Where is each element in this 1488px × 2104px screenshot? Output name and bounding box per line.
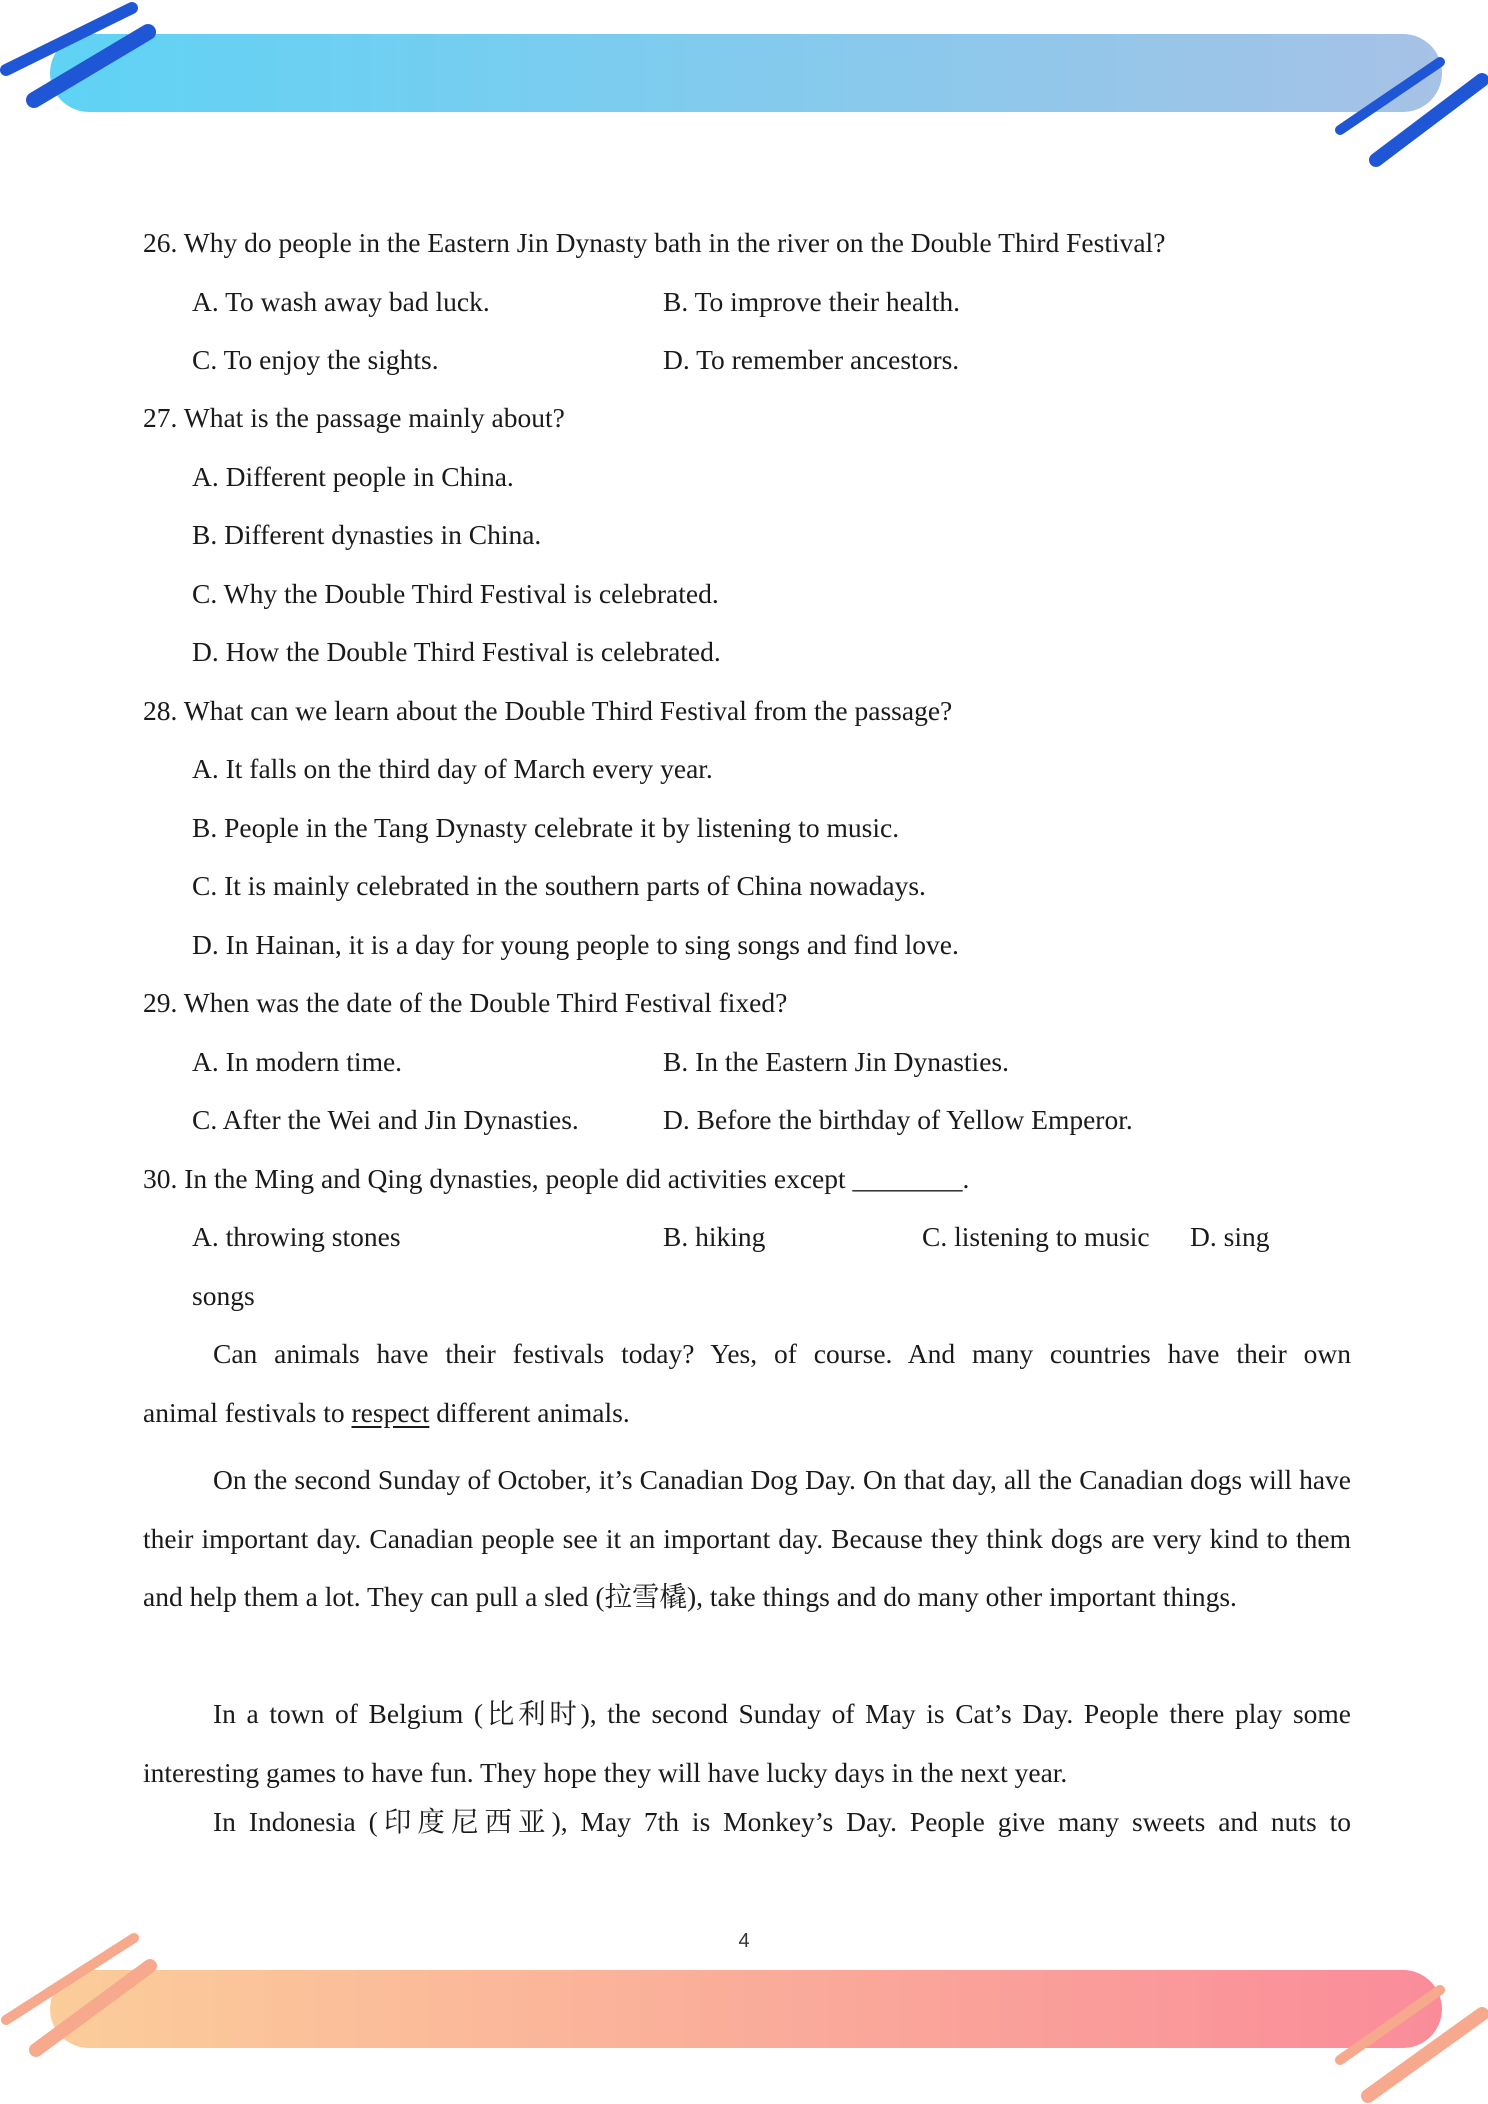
option-letter: C. [192, 870, 218, 901]
option-letter: A. [192, 286, 219, 317]
q28-option-d [192, 925, 959, 965]
option-letter: B. [663, 286, 689, 317]
bottom-banner-decoration [0, 1910, 1488, 2104]
option-text: To wash away bad luck. [225, 286, 490, 317]
option-letter: D. [192, 929, 219, 960]
q30-option-c [922, 1217, 1150, 1257]
option-text: People in the Tang Dynasty celebrate it by listening to music. [224, 812, 900, 843]
paragraph-text: different animals. [429, 1397, 630, 1428]
bottom-color-band [50, 1970, 1442, 2048]
q30-option-d-continuation [192, 1276, 255, 1316]
question-30 [143, 1159, 969, 1199]
q28-option-a [192, 749, 713, 789]
option-letter: C. [192, 578, 218, 609]
q28-option-c [192, 866, 926, 906]
question-28 [143, 691, 952, 731]
option-letter: A. [192, 1046, 219, 1077]
option-letter: C. [192, 344, 218, 375]
question-text: In the Ming and Qing dynasties, people did activities except ________. [184, 1163, 970, 1194]
passage-paragraph-3 [143, 1685, 1351, 1802]
option-text: After the Wei and Jin Dynasties. [222, 1104, 579, 1135]
q27-option-a [192, 457, 514, 497]
paragraph-text: Can animals have their festivals today? Yes, of course. And many countries have their own [213, 1338, 1351, 1369]
underlined-word: respect [351, 1397, 430, 1428]
question-number: 27. [143, 402, 178, 433]
question-text: What can we learn about the Double Third Festival from the passage? [183, 695, 953, 726]
paragraph-text: In Indonesia (印度尼西亚), May 7th is Monkey’s Day. People give many sweets and nuts to [213, 1806, 1351, 1837]
option-letter: D. [663, 1104, 690, 1135]
option-letter: B. [192, 519, 218, 550]
option-text: Before the birthday of Yellow Emperor. [696, 1104, 1133, 1135]
option-text: listening to music [954, 1221, 1150, 1252]
passage-paragraph-2 [143, 1451, 1351, 1627]
option-text: To enjoy the sights. [223, 344, 439, 375]
option-letter: B. [663, 1046, 689, 1077]
option-text: Why the Double Third Festival is celebrated. [223, 578, 719, 609]
passage-paragraph-4 [213, 1802, 1351, 1842]
option-text: In modern time. [225, 1046, 403, 1077]
option-text: sing [1223, 1221, 1270, 1252]
option-letter: D. [1190, 1221, 1217, 1252]
option-text: It falls on the third day of March every year. [225, 753, 713, 784]
question-text: What is the passage mainly about? [183, 402, 565, 433]
option-letter: C. [192, 1104, 218, 1135]
q26-option-c [192, 340, 439, 380]
option-text: Different dynasties in China. [224, 519, 542, 550]
q30-option-a [192, 1217, 401, 1257]
option-letter: B. [192, 812, 218, 843]
question-number: 26. [143, 227, 178, 258]
q29-option-a [192, 1042, 402, 1082]
question-number: 28. [143, 695, 178, 726]
q26-option-b [663, 282, 960, 322]
option-letter: D. [663, 344, 690, 375]
q26-option-a [192, 282, 490, 322]
option-text: hiking [695, 1221, 766, 1252]
q30-option-d [1190, 1217, 1269, 1257]
option-text: It is mainly celebrated in the southern parts of China nowadays. [224, 870, 926, 901]
option-text: How the Double Third Festival is celebrated. [225, 636, 721, 667]
option-text: throwing stones [225, 1221, 401, 1252]
option-letter: A. [192, 1221, 219, 1252]
option-text: In Hainan, it is a day for young people to sing songs and find love. [225, 929, 959, 960]
paragraph-text: animal festivals to [143, 1397, 352, 1428]
question-27 [143, 398, 565, 438]
option-letter: A. [192, 461, 219, 492]
q27-option-b [192, 515, 541, 555]
question-text: Why do people in the Eastern Jin Dynasty bath in the river on the Double Third Festival? [183, 227, 1166, 258]
q30-option-b [663, 1217, 765, 1257]
q28-option-b [192, 808, 899, 848]
option-text: To improve their health. [694, 286, 960, 317]
option-letter: D. [192, 636, 219, 667]
q29-option-d [663, 1100, 1133, 1140]
page-number: 4 [738, 1930, 750, 1952]
question-29 [143, 983, 787, 1023]
q29-option-c [192, 1100, 579, 1140]
option-text: To remember ancestors. [696, 344, 960, 375]
question-26 [143, 223, 1165, 263]
option-text: Different people in China. [225, 461, 514, 492]
passage-paragraph-1-line-2 [143, 1393, 630, 1433]
option-letter: A. [192, 753, 219, 784]
passage-paragraph-1-line-1 [213, 1334, 1351, 1374]
question-text: When was the date of the Double Third Festival fixed? [183, 987, 788, 1018]
option-letter: B. [663, 1221, 689, 1252]
option-text: songs [192, 1280, 255, 1311]
question-number: 29. [143, 987, 178, 1018]
option-letter: C. [922, 1221, 948, 1252]
q26-option-d [663, 340, 959, 380]
option-text: In the Eastern Jin Dynasties. [695, 1046, 1009, 1077]
paragraph-text: In a town of Belgium (比利时), the second Sunday of May is Cat’s Day. People there play some interesting games to have fun. They hope they will have lucky days in the next year. [143, 1698, 1351, 1788]
q27-option-d [192, 632, 721, 672]
q27-option-c [192, 574, 719, 614]
paragraph-text: On the second Sunday of October, it’s Canadian Dog Day. On that day, all the Canadian dogs will have their important day. Canadian people see it an important day. Because they think dogs are very kind to them and help them a lot. They can pull a sled (拉雪橇), take things and do many other important things. [143, 1464, 1351, 1612]
q29-option-b [663, 1042, 1009, 1082]
question-number: 30. [143, 1163, 178, 1194]
